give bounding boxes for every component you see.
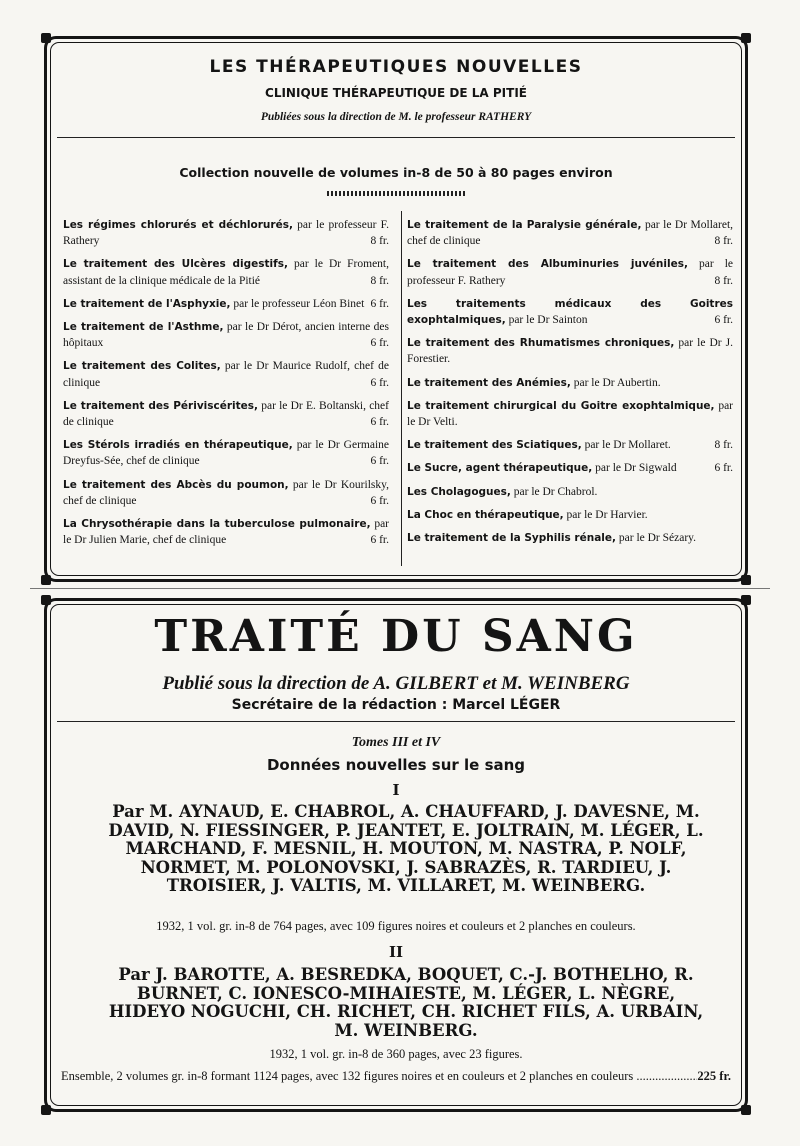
entry-price: 6 fr.: [370, 297, 389, 310]
series-title: LES THÉRAPEUTIQUES NOUVELLES: [209, 57, 583, 77]
catalog-entry: [63, 358, 389, 390]
entry-title: Le traitement des Périviscérites,: [63, 399, 259, 412]
series-publisher-line: Publiées sous la direction de M. le professeur RATHERY: [260, 111, 532, 123]
entry-price: 6 fr.: [370, 494, 389, 507]
catalog-entry: [63, 319, 389, 351]
entry-title: Le traitement des Ulcères digestifs,: [63, 258, 288, 271]
book-secretary: Secrétaire de la rédaction : Marcel LÉGER: [231, 697, 561, 713]
entry-price: 6 fr.: [714, 314, 733, 327]
entry-title: Les Stérols irradiés en thérapeutique,: [63, 439, 293, 452]
catalog-entry: [63, 296, 389, 312]
right-column: [407, 217, 733, 553]
entry-title: Le Sucre, agent thérapeutique,: [407, 462, 593, 475]
catalog-entry: [63, 437, 389, 469]
entry-author: par le Dr Aubertin.: [573, 376, 661, 389]
donnees-label: Données nouvelles sur le sang: [266, 756, 526, 774]
entry-author: par le Dr Chabrol.: [513, 485, 598, 498]
entry-author: par le professeur F. Rathery: [63, 219, 390, 248]
entry-price: 8 fr.: [370, 274, 389, 287]
entry-author: par le Dr E. Boltanski, chef de clinique: [63, 399, 389, 429]
entry-title: Le traitement des Albuminuries juvéniles,: [407, 258, 688, 271]
page-separator: [30, 588, 770, 589]
entry-author: par le Dr Sézary.: [618, 532, 697, 545]
entry-title: Les traitements médicaux des Goitres exophtalmiques,: [407, 297, 733, 327]
tomes-label: Tomes III et IV: [351, 735, 441, 750]
ensemble-line: [61, 1069, 731, 1084]
entry-author: par le professeur F. Rathery: [407, 258, 733, 287]
entry-price: 6 fr.: [714, 462, 733, 475]
entry-author: par le Dr Harvier.: [566, 508, 648, 521]
entry-author: par le Dr J. Forestier.: [407, 337, 733, 366]
catalog-entry: [407, 296, 733, 328]
entry-title: Les Cholagogues,: [407, 485, 511, 498]
catalog-entry: [63, 217, 389, 249]
entry-title: Les régimes chlorurés et déchlorurés,: [63, 219, 293, 231]
volume-1-numeral: I: [392, 781, 400, 799]
entry-title: Le traitement des Anémies,: [407, 376, 571, 389]
entry-author: par le Dr Germaine Dreyfus-Sée, chef de clinique: [63, 439, 389, 468]
volume-2-note: 1932, 1 vol. gr. in-8 de 360 pages, avec 23 figures.: [269, 1047, 523, 1061]
entry-author: par le Dr Maurice Rudolf, chef de clinique: [63, 360, 389, 389]
entry-price: 8 fr.: [370, 235, 389, 248]
entry-title: Le traitement des Rhumatismes chroniques,: [407, 337, 675, 350]
entry-price: 6 fr.: [370, 337, 389, 350]
entry-title: Le traitement de l'Asphyxie,: [63, 297, 231, 310]
catalog-entry: [63, 477, 389, 509]
ornament-rule: [327, 191, 467, 196]
entry-price: 8 fr.: [714, 274, 733, 287]
catalog-entry: [407, 398, 733, 430]
entry-price: 8 fr.: [714, 235, 733, 248]
ensemble-price: 225 fr.: [697, 1069, 731, 1083]
entry-price: 6 fr.: [370, 376, 389, 389]
catalog-entry: [63, 516, 389, 548]
entry-price: 6 fr.: [370, 455, 389, 468]
catalog-entry: [63, 256, 389, 288]
entry-title: Le traitement des Abcès du poumon,: [63, 478, 289, 491]
catalog-entry: [407, 335, 733, 367]
volume-2-numeral: II: [388, 943, 404, 961]
entry-author: par le Dr Dérot, ancien interne des hôpitaux: [63, 321, 389, 350]
series-subtitle: CLINIQUE THÉRAPEUTIQUE DE LA PITIÉ: [265, 86, 527, 100]
book-editors: Publié sous la direction de A. GILBERT et M. WEINBERG: [162, 673, 630, 694]
entry-author: par le Dr Mollaret.: [584, 439, 671, 452]
entry-author: par le Dr Sigwald: [595, 462, 677, 475]
entry-price: 8 fr.: [714, 439, 733, 452]
entry-title: Le traitement de la Paralysie générale,: [407, 219, 642, 231]
entry-author: par le Dr Velti.: [407, 399, 733, 429]
entry-author: par le Dr Mollaret, chef de clinique: [407, 219, 734, 248]
ensemble-text: Ensemble, 2 volumes gr. in-8 formant 1124 pages, avec 132 figures noires et en couleurs et 2 planches en couleurs: [61, 1069, 634, 1083]
entry-title: Le traitement de la Syphilis rénale,: [407, 532, 617, 545]
catalog-entry: [63, 398, 389, 430]
catalog-entry: [407, 217, 733, 249]
catalog-entry: [407, 484, 733, 500]
entry-title: La Chrysothérapie dans la tuberculose pulmonaire,: [63, 518, 371, 531]
catalog-entry: [407, 507, 733, 523]
entry-price: 6 fr.: [370, 534, 389, 547]
entry-author: par le Dr Sainton: [508, 314, 588, 327]
entry-title: Le traitement chirurgical du Goitre exophtalmique,: [407, 399, 715, 412]
volume-2-authors: Par J. BAROTTE, A. BESREDKA, BOQUET, C.-J. BOTHELHO, R. BURNET, C. IONESCO-MIHAIESTE, M. LÉGER, L. NÈGRE, HIDEYO NOGUCHI, CH. RICHET, CH. RICHET FILS, A. URBAIN, M. WEINBERG.: [108, 965, 704, 1040]
entry-author: par le Dr Kourilsky, chef de clinique: [63, 478, 390, 507]
entry-title: Le traitement de l'Asthme,: [63, 321, 224, 334]
catalog-entry: [407, 256, 733, 288]
catalog-entry: [407, 375, 733, 391]
catalog-entry: [407, 460, 733, 476]
volume-1-authors: Par M. AYNAUD, E. CHABROL, A. CHAUFFARD, J. DAVESNE, M. DAVID, N. FIESSINGER, P. JEANTET, E. JOLTRAIN, M. LÉGER, L. MARCHAND, F. MESNIL, H. MOUTON, M. NASTRA, P. NOLF, NORMET, M. POLONOVSKI, J. SABRAZÈS, R. TARDIEU, J. TROISIER, J. VALTIS, M. VILLARET, M. WEINBERG.: [108, 802, 704, 896]
entry-title: Le traitement des Sciatiques,: [407, 439, 582, 452]
entry-title: La Choc en thérapeutique,: [407, 508, 564, 521]
traite-advert: [44, 598, 748, 1112]
volume-1-note: 1932, 1 vol. gr. in-8 de 764 pages, avec 109 figures noires et couleurs et 2 planches en couleurs.: [156, 919, 636, 933]
entry-price: 6 fr.: [370, 416, 389, 429]
book-title: TRAITÉ DU SANG: [154, 611, 638, 662]
divider: [57, 137, 735, 138]
left-column: [63, 217, 389, 555]
divider: [57, 721, 735, 722]
entry-author: par le professeur Léon Binet: [233, 297, 365, 310]
entry-author: par le Dr Froment, assistant de la clinique médicale de la Pitié: [63, 258, 389, 287]
entry-author: par le Dr Julien Marie, chef de clinique: [63, 518, 390, 547]
column-divider: [401, 211, 402, 566]
series-advert: [44, 36, 748, 582]
catalog-entry: [407, 530, 733, 546]
collection-line: Collection nouvelle de volumes in-8 de 50 à 80 pages environ: [179, 165, 613, 180]
entry-title: Le traitement des Colites,: [63, 360, 221, 373]
catalog-entry: [407, 437, 733, 453]
